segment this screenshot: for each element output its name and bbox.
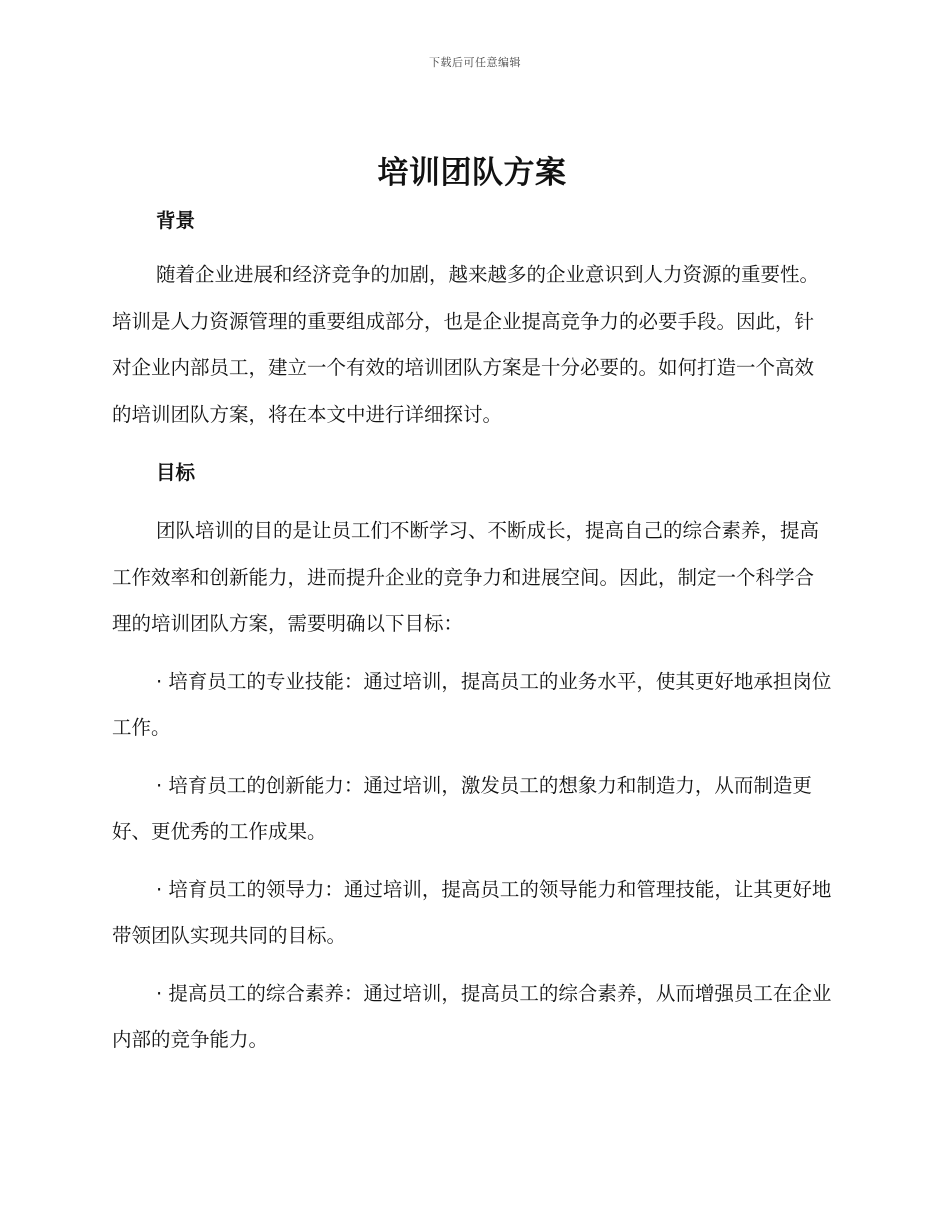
goal-bullet-overall-quality: · 提高员工的综合素养：通过培训，提高员工的综合素养，从而增强员工在企业内部的竞争能力。 [112, 981, 832, 1051]
goals-paragraph: 团队培训的目的是让员工们不断学习、不断成长，提高自己的综合素养，提高工作效率和创新能力，进而提升企业的竞争力和进展空间。因此，制定一个科学合理的培训团队方案，需要明确以下目标： [112, 519, 820, 635]
document-body [112, 148, 832, 1064]
goal-bullet-leadership: · 培育员工的领导力：通过培训，提高员工的领导能力和管理技能，让其更好地带领团队实现共同的目标。 [112, 877, 832, 947]
document-title: 培训团队方案 [377, 155, 567, 191]
goal-bullet-professional-skills: · 培育员工的专业技能：通过培训，提高员工的业务水平，使其更好地承担岗位工作。 [112, 669, 832, 739]
header-note: 下载后可任意编辑 [429, 56, 521, 69]
goal-bullet-innovation: · 培育员工的创新能力：通过培训，激发员工的想象力和制造力，从而制造更好、更优秀的工作成果。 [112, 773, 812, 843]
section-heading-background: 背景 [156, 209, 196, 232]
background-paragraph: 随着企业进展和经济竞争的加剧，越来越多的企业意识到人力资源的重要性。培训是人力资源管理的重要组成部分，也是企业提高竞争力的必要手段。因此，针对企业内部员工，建立一个有效的培训团队方案是十分必要的。如何打造一个高效的培训团队方案，将在本文中进行详细探讨。 [112, 263, 820, 426]
section-heading-goals: 目标 [156, 461, 196, 484]
